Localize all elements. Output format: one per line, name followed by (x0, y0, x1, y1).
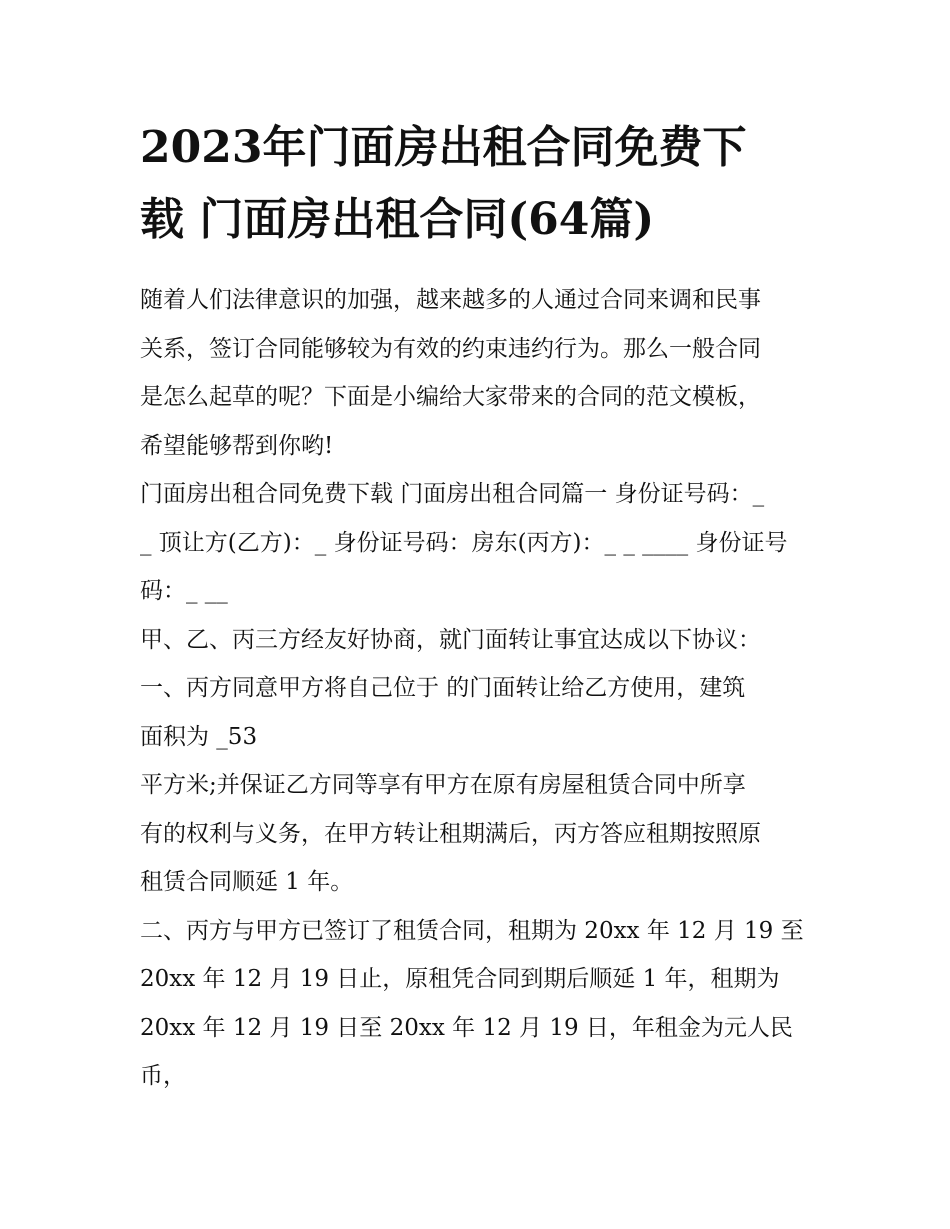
text-line: 一、丙方同意甲方将自己位于 的门面转让给乙方使用，建筑 (140, 675, 746, 701)
text-line: 码：_ __ (140, 578, 228, 604)
text-line: 关系，签订合同能够较为有效的约束违约行为。那么一般合同 (140, 335, 761, 362)
text-line: _ 顶让方(乙方)：_ 身份证号码：房东(丙方)：_ _ ____ 身份证号 (140, 529, 788, 556)
text-line: 门面房出租合同免费下载 门面房出租合同篇一 身份证号码：_ (140, 481, 765, 507)
text-line: 有的权利与义务，在甲方转让租期满后，丙方答应租期按照原 (140, 820, 761, 847)
text-line: 面积为 _53 (140, 723, 258, 750)
title-line-2: 载 门面房出租合同(64篇) (140, 194, 655, 245)
text-line: 20xx 年 12 月 19 日至 20xx 年 12 月 19 日，年租金为元人民币， (140, 1014, 793, 1089)
document-body (140, 276, 812, 1101)
text-line: 随着人们法律意识的加强，越来越多的人通过合同来调和民事 (140, 287, 761, 313)
text-line: 是怎么起草的呢？下面是小编给大家带来的合同的范文模板， (140, 384, 761, 410)
text-line: 租赁合同顺延 1 年。 (140, 869, 354, 895)
text-line: 甲、乙、丙三方经友好协商，就门面转让事宜达成以下协议： (140, 626, 761, 653)
text-line: 希望能够帮到你哟! (140, 432, 334, 459)
text-line: 平方米;并保证乙方同等享有甲方在原有房屋租赁合同中所享 (140, 772, 746, 798)
text-line: 二、丙方与甲方已签订了租赁合同，租期为 20xx 年 12 月 19 至 (140, 917, 804, 944)
title-line-1: 2023年门面房出租合同免费下 (140, 122, 747, 173)
document-title (140, 112, 812, 256)
document-page (140, 112, 812, 1101)
text-line: 20xx 年 12 月 19 日止，原租凭合同到期后顺延 1 年，租期为 (140, 966, 780, 992)
